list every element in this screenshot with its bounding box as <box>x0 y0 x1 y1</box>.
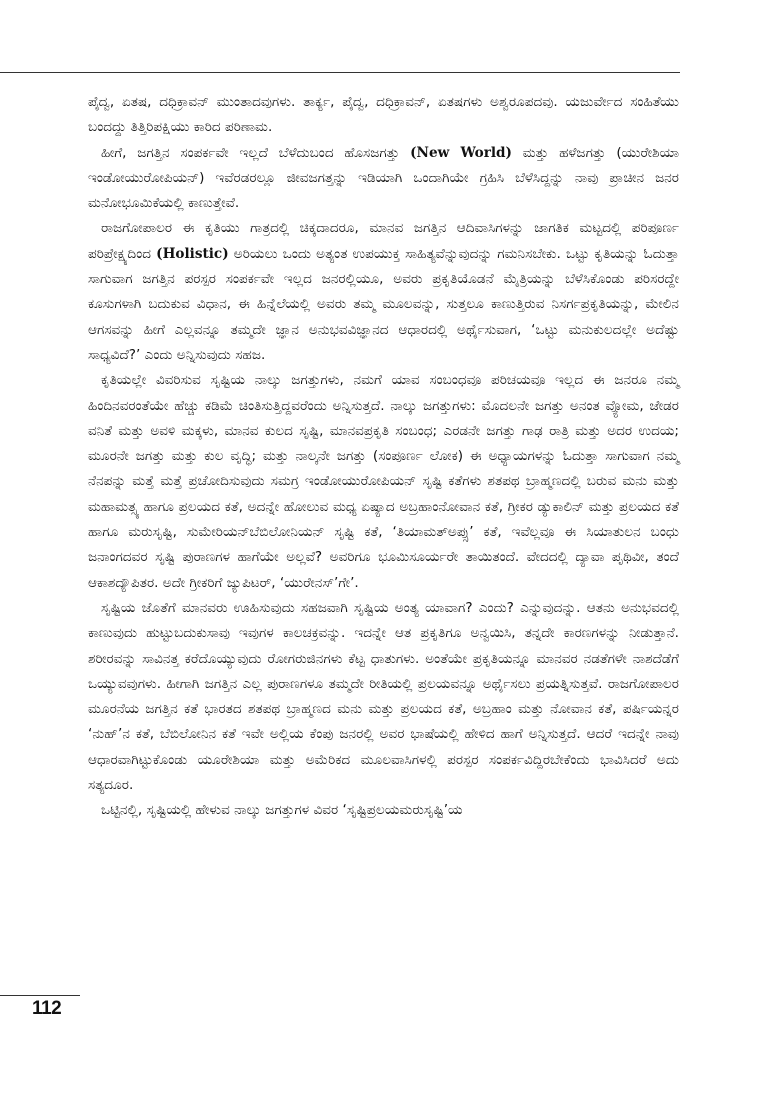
page-number: 112 <box>32 998 62 1019</box>
paragraph-3-text: ರಾಜಗೋಪಾಲರ ಈ ಕೃತಿಯು ಗಾತ್ರದಲ್ಲಿ ಚಿಕ್ಕದಾದರೂ, ಮಾನವ ಜಗತ್ತಿನ ಆದಿವಾಸಿಗಳನ್ನು ಜಾಗತಿಕ ಮಟ್ಟದಲ್ಲಿ ಪರಿಪೂರ್ಣ ಪರಿಪ್ರೇಕ್ಷ್ಯದಿಂದ <box>88 220 679 262</box>
paragraph-6: ಒಟ್ಟಿನಲ್ಲಿ, ಸೃಷ್ಟಿಯಲ್ಲಿ ಹೇಳುವ ನಾಲ್ಕು ಜಗತ್ತುಗಳ ವಿವರ ‘ಸೃಷ್ಟಿಪ್ರಲಯಮರುಸೃಷ್ಟಿ’ಯ <box>101 802 463 819</box>
footer-rule <box>0 995 80 996</box>
top-rule <box>0 72 680 73</box>
paragraph-3 <box>88 216 679 368</box>
paragraph-3-text-cont: ಅರಿಯಲು ಒಂದು ಅತ್ಯಂತ ಉಪಯುಕ್ತ ಸಾಹಿತ್ಯವೆನ್ನುವುದನ್ನು ಗಮನಿಸಬೇಕು. ಒಟ್ಟು ಕೃತಿಯನ್ನು ಓದುತ್ತಾ ಸಾಗುವಾಗ ಜಗತ್ತಿನ ಪರಸ್ಪರ ಸಂಪರ್ಕವೇ ಇಲ್ಲದ ಜನರಲ್ಲಿಯೂ, ಅವರು ಪ್ರಕೃತಿಯೊಡನೆ ಮೈತ್ರಿಯನ್ನು ಬೆಳೆಸಿಕೊಂಡು ಪರಿಸರದ್ದೇ ಕೂಸುಗಳಾಗಿ ಬದುಕುವ ವಿಧಾನ, ಈ ಹಿನ್ನೆಲೆಯಲ್ಲಿ ಅವರು ತಮ್ಮ ಮೂಲವನ್ನು, ಸುತ್ತಲೂ ಕಾಣುತ್ತಿರುವ ನಿಸರ್ಗಪ್ರಕೃತಿಯನ್ನು, ಮೇಲಿನ ಆಗಸವನ್ನು ಹೀಗೆ ಎಲ್ಲವನ್ನೂ ತಮ್ಮದೇ ಜ್ಞಾನ ಅನುಭವವಿಜ್ಞಾನದ ಆಧಾರದಲ್ಲಿ ಅರ್ಥೈಸುವಾಗ, ‘ಒಟ್ಟು ಮನುಕುಲದಲ್ಲೇ ಅದೆಷ್ಟು ಸಾಧ್ಯವಿದೆ?’ ಎಂದು ಅನ್ನಿಸುವುದು ಸಹಜ. <box>88 245 679 363</box>
paragraph-2-text-cont: ಮತ್ತು ಹಳೆಜಗತ್ತು (ಯುರೇಶಿಯಾ ಇಂಡೋಯುರೋಪಿಯನ್) ಇವೆರಡರಲ್ಲೂ ಜೀವಜಗತ್ತನ್ನು ಇಡಿಯಾಗಿ ಒಂದಾಗಿಯೇ ಗ್ರಹಿಸಿ ಬೆಳೆಸಿದ್ದನ್ನು ನಾವು ಪ್ರಾಚೀನ ಜನರ ಮನೋಭೂಮಿಕೆಯಲ್ಲಿ ಕಾಣುತ್ತೇವೆ. <box>88 144 679 212</box>
english-term-new-world: (New World) <box>410 144 512 161</box>
paragraph-2 <box>88 141 679 217</box>
paragraph-1: ಪೈದ್ವ, ಏತಷ, ದಧಿಕ್ರಾವನ್ ಮುಂತಾದವುಗಳು. ತಾರ್ಕ್ಯ, ಪೈದ್ವ, ದಧಿಕ್ರಾವನ್, ಏತಷಗಳು ಅಶ್ವರೂಪದವು. ಯಜುರ್ವೇದ ಸಂಹಿತೆಯು ಬಂದದ್ದು ತಿತ್ತಿರಿಪಕ್ಷಿಯು ಕಾರಿದ ಪರಿಣಾಮ. <box>88 94 679 136</box>
english-term-holistic: (Holistic) <box>156 245 229 262</box>
paragraph-4: ಕೃತಿಯಲ್ಲೇ ವಿವರಿಸುವ ಸೃಷ್ಟಿಯ ನಾಲ್ಕು ಜಗತ್ತುಗಳು, ನಮಗೆ ಯಾವ ಸಂಬಂಧವೂ ಪರಿಚಯವೂ ಇಲ್ಲದ ಈ ಜನರೂ ನಮ್ಮ ಹಿಂದಿನವರಂತೆಯೇ ಹೆಚ್ಚು ಕಡಿಮೆ ಚಿಂತಿಸುತ್ತಿದ್ದವರೆಂದು ಅನ್ನಿಸುತ್ತದೆ. ನಾಲ್ಕು ಜಗತ್ತುಗಳು: ಮೊದಲನೇ ಜಗತ್ತು ಅನಂತ ವ್ಯೋಮ, ಜೇಡರ ವನಿತೆ ಮತ್ತು ಅವಳಿ ಮಕ್ಕಳು, ಮಾನವ ಕುಲದ ಸೃಷ್ಟಿ, ಮಾನವಪ್ರಕೃತಿ ಸಂಬಂಧ; ಎರಡನೇ ಜಗತ್ತು ಗಾಢ ರಾತ್ರಿ ಮತ್ತು ಅದರ ಉದಯ; ಮೂರನೇ ಜಗತ್ತು ಮತ್ತು ಕುಲ ವೃದ್ಧಿ; ಮತ್ತು ನಾಲ್ಕನೇ ಜಗತ್ತು (ಸಂಪೂರ್ಣ ಲೋಕ) ಈ ಅಧ್ಯಾಯಗಳನ್ನು ಓದುತ್ತಾ ಸಾಗುವಾಗ ನಮ್ಮ ನೆನಪನ್ನು ಮತ್ತೆ ಮತ್ತೆ ಪ್ರಚೋದಿಸುವುದು ಸಮಗ್ರ ಇಂಡೋಯುರೋಪಿಯನ್ ಸೃಷ್ಟಿ ಕತೆಗಳು ಶತಪಥ ಬ್ರಾಹ್ಮಣದಲ್ಲಿ ಬರುವ ಮನು ಮತ್ತು ಮಹಾಮತ್ಸ್ಯ ಹಾಗೂ ಪ್ರಲಯದ ಕತೆ, ಅದನ್ನೇ ಹೋಲುವ ಮಧ್ಯ ಏಷ್ಯಾದ ಅಬ್ರಹಾಂನೋವಾನ ಕತೆ, ಗ್ರೀಕರ ಡ್ಯುಕಾಲಿನ್ ಮತ್ತು ಪ್ರಲಯದ ಕತೆ ಹಾಗೂ ಮರುಸೃಷ್ಟಿ, ಸುಮೇರಿಯನ್‌ಬೆಬಿಲೋನಿಯನ್ ಸೃಷ್ಟಿ ಕತೆ, ‘ತಿಯಾಮತ್‌ಅಪ್ಸು’ ಕತೆ, ಇವೆಲ್ಲವೂ ಈ ಸಿಯಾತುಲನ ಬಂಧು ಜನಾಂಗದವರ ಸೃಷ್ಟಿ ಪುರಾಣಗಳ ಹಾಗೆಯೇ ಅಲ್ಲವೆ? ಅವರಿಗೂ ಭೂಮಿಸೂರ್ಯರೇ ತಾಯಿತಂದೆ. ವೇದದಲ್ಲಿ ದ್ಯಾವಾ ಪೃಥಿವೀ, ತಂದೆ ಆಕಾಶದ್ಯೌಪಿತರ. ಅದೇ ಗ್ರೀಕರಿಗೆ ಜ್ಯುಪಿಟರ್, ‘ಯುರೇನಸ್’ಗೇ’. <box>88 372 679 591</box>
page-body <box>88 90 679 824</box>
paragraph-2-text: ಹೀಗೆ, ಜಗತ್ತಿನ ಸಂಪರ್ಕವೇ ಇಲ್ಲದೆ ಬೆಳೆದುಬಂದ ಹೊಸಜಗತ್ತು <box>101 144 411 161</box>
paragraph-5: ಸೃಷ್ಟಿಯ ಜೊತೆಗೆ ಮಾನವರು ಊಹಿಸುವುದು ಸಹಜವಾಗಿ ಸೃಷ್ಟಿಯ ಅಂತ್ಯ ಯಾವಾಗ? ಎಂದು? ಎನ್ನುವುದನ್ನು. ಆತನು ಅನುಭವದಲ್ಲಿ ಕಾಣುವುದು ಹುಟ್ಟುಬದುಕುಸಾವು ಇವುಗಳ ಕಾಲಚಕ್ರವನ್ನು. ಇದನ್ನೇ ಆತ ಪ್ರಕೃತಿಗೂ ಅನ್ವಯಿಸಿ, ತನ್ನದೇ ಕಾರಣಗಳನ್ನು ನೀಡುತ್ತಾನೆ. ಶರೀರವನ್ನು ಸಾವಿನತ್ತ ಕರೆದೊಯ್ಯುವುದು ರೋಗರುಜಿನಗಳು ಕೆಟ್ಟ ಧಾತುಗಳು. ಅಂತೆಯೇ ಪ್ರಕೃತಿಯನ್ನೂ ಮಾನವರ ನಡತೆಗಳೇ ನಾಶದೆಡೆಗೆ ಒಯ್ಯುವವುಗಳು. ಹೀಗಾಗಿ ಜಗತ್ತಿನ ಎಲ್ಲ ಪುರಾಣಗಳೂ ತಮ್ಮದೇ ರೀತಿಯಲ್ಲಿ ಪ್ರಲಯವನ್ನೂ ಅರ್ಥೈಸಲು ಪ್ರಯತ್ನಿಸುತ್ತವೆ. ರಾಜಗೋಪಾಲರ ಮೂರನೆಯ ಜಗತ್ತಿನ ಕತೆ ಭಾರತದ ಶತಪಥ ಬ್ರಾಹ್ಮಣದ ಮನು ಮತ್ತು ಪ್ರಲಯದ ಕತೆ, ಅಬ್ರಹಾಂ ಮತ್ತು ನೋವಾನ ಕತೆ, ಪರ್ಷಿಯನ್ನರ ‘ನುಹ್’ನ ಕತೆ, ಬೆಬಿಲೋನಿನ ಕತೆ ಇವೇ ಅಲ್ಲಿಯ ಕೆಂಪು ಜನರಲ್ಲಿ ಅವರ ಭಾಷೆಯಲ್ಲಿ ಹೇಳಿದ ಹಾಗೆ ಅನ್ನಿಸುತ್ತದೆ. ಆದರೆ ಇದನ್ನೇ ನಾವು ಆಧಾರವಾಗಿಟ್ಟುಕೊಂಡು ಯೂರೇಶಿಯಾ ಮತ್ತು ಅಮೆರಿಕದ ಮೂಲವಾಸಿಗಳಲ್ಲಿ ಪರಸ್ಪರ ಸಂಪರ್ಕವಿದ್ದಿರಬೇಕೆಂದು ಭಾವಿಸಿದರೆ ಅದು ಸತ್ಯದೂರ. <box>88 599 679 794</box>
